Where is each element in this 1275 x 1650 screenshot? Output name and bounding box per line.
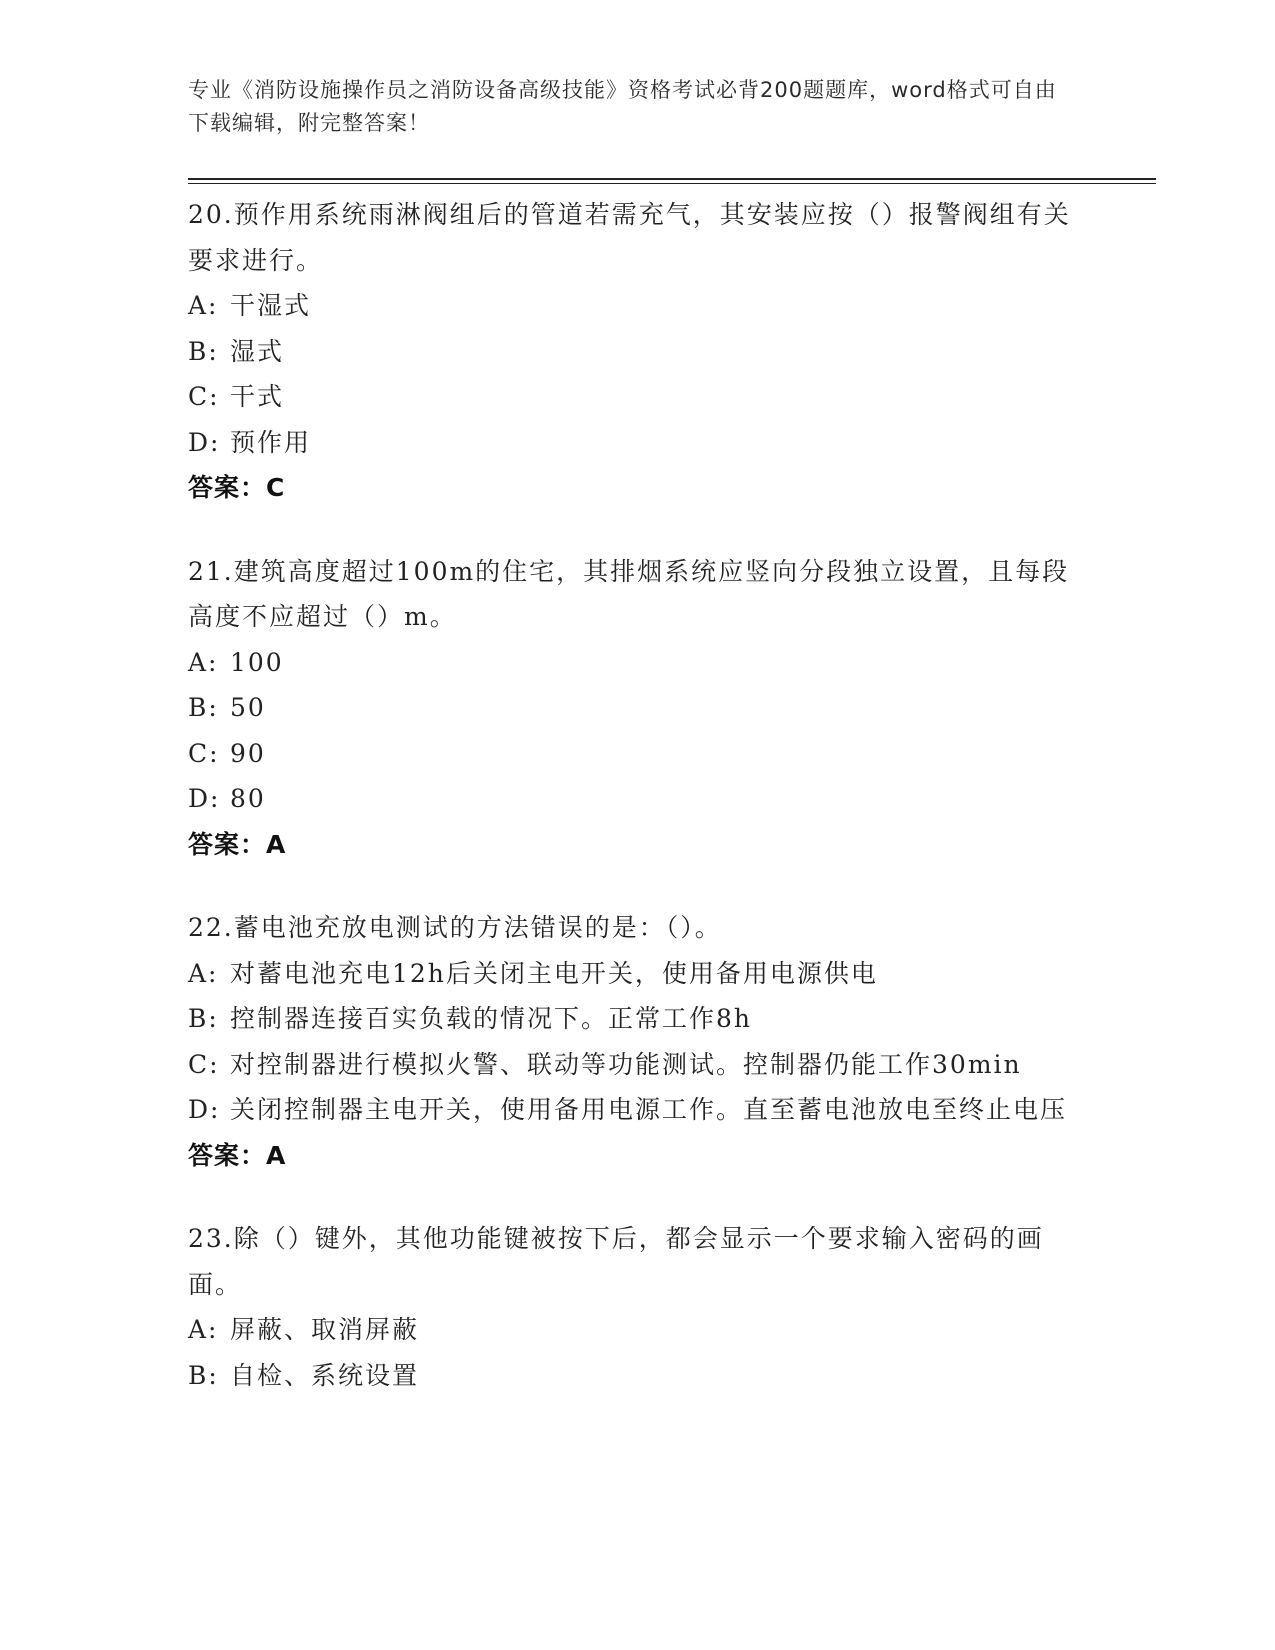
option-key: B: (188, 1004, 219, 1033)
option-c (188, 731, 1088, 777)
option-d (188, 420, 1088, 466)
option-key: C: (188, 382, 220, 411)
header-divider-thick (188, 178, 1156, 180)
option-text: 自检、系统设置 (230, 1360, 420, 1390)
option-a (188, 640, 1088, 686)
option-c (188, 374, 1088, 420)
option-a (188, 951, 1088, 997)
question-list (188, 192, 1088, 1436)
option-key: B: (188, 336, 219, 366)
option-text: 关闭控制器主电开关，使用备用电源工作。直至蓄电池放电至终止电压 (230, 1095, 1068, 1124)
question-21 (188, 549, 1088, 868)
answer-label: 答案：A (188, 1140, 287, 1170)
question-stem: 22.蓄电池充放电测试的方法错误的是：（）。 (188, 913, 722, 942)
option-key: B: (188, 693, 219, 722)
option-text: 100 (230, 647, 284, 677)
option-key: C: (188, 738, 220, 768)
option-b (188, 329, 1088, 375)
question-stem: 20.预作用系统雨淋阀组后的管道若需充气，其安装应按（）报警阀组有关要求进行。 (188, 200, 1071, 275)
option-text: 对蓄电池充电12h后关闭主电开关，使用备用电源供电 (230, 958, 878, 988)
question-22 (188, 905, 1088, 1178)
option-a (188, 283, 1088, 329)
option-text: 干式 (230, 382, 285, 411)
option-key: A: (188, 647, 219, 677)
option-d (188, 1087, 1088, 1133)
answer-label: 答案：A (188, 829, 287, 859)
option-key: B: (188, 1360, 219, 1390)
option-key: C: (188, 1049, 220, 1079)
option-key: D: (188, 784, 221, 813)
question-20 (188, 192, 1088, 511)
option-text: 控制器连接百实负载的情况下。正常工作8h (230, 1004, 753, 1033)
option-key: D: (188, 427, 221, 457)
option-key: A: (188, 958, 219, 988)
option-b (188, 1353, 1088, 1399)
option-text: 50 (230, 693, 266, 722)
option-key: D: (188, 1095, 221, 1124)
option-c (188, 1042, 1088, 1088)
option-text: 干湿式 (230, 291, 312, 320)
question-23 (188, 1216, 1088, 1398)
header-divider-thin (188, 183, 1156, 184)
question-stem: 23.除（）键外，其他功能键被按下后，都会显示一个要求输入密码的画面。 (188, 1224, 1044, 1299)
option-text: 预作用 (230, 427, 312, 457)
option-b (188, 996, 1088, 1042)
option-text: 对控制器进行模拟火警、联动等功能测试。控制器仍能工作30min (230, 1049, 1022, 1079)
option-text: 屏蔽、取消屏蔽 (230, 1315, 420, 1344)
option-text: 湿式 (230, 336, 285, 366)
option-d (188, 776, 1088, 822)
answer-label: 答案：C (188, 473, 286, 502)
option-text: 90 (230, 738, 266, 768)
option-a (188, 1307, 1088, 1353)
question-stem: 21.建筑高度超过100m的住宅，其排烟系统应竖向分段独立设置，且每段高度不应超过（）m。 (188, 556, 1070, 631)
option-text: 80 (230, 784, 266, 813)
option-key: A: (188, 1315, 219, 1344)
document-header: 专业《消防设施操作员之消防设备高级技能》资格考试必背200题题库，word格式可自由下载编辑，附完整答案！ (188, 78, 1057, 135)
option-b (188, 685, 1088, 731)
option-key: A: (188, 291, 219, 320)
